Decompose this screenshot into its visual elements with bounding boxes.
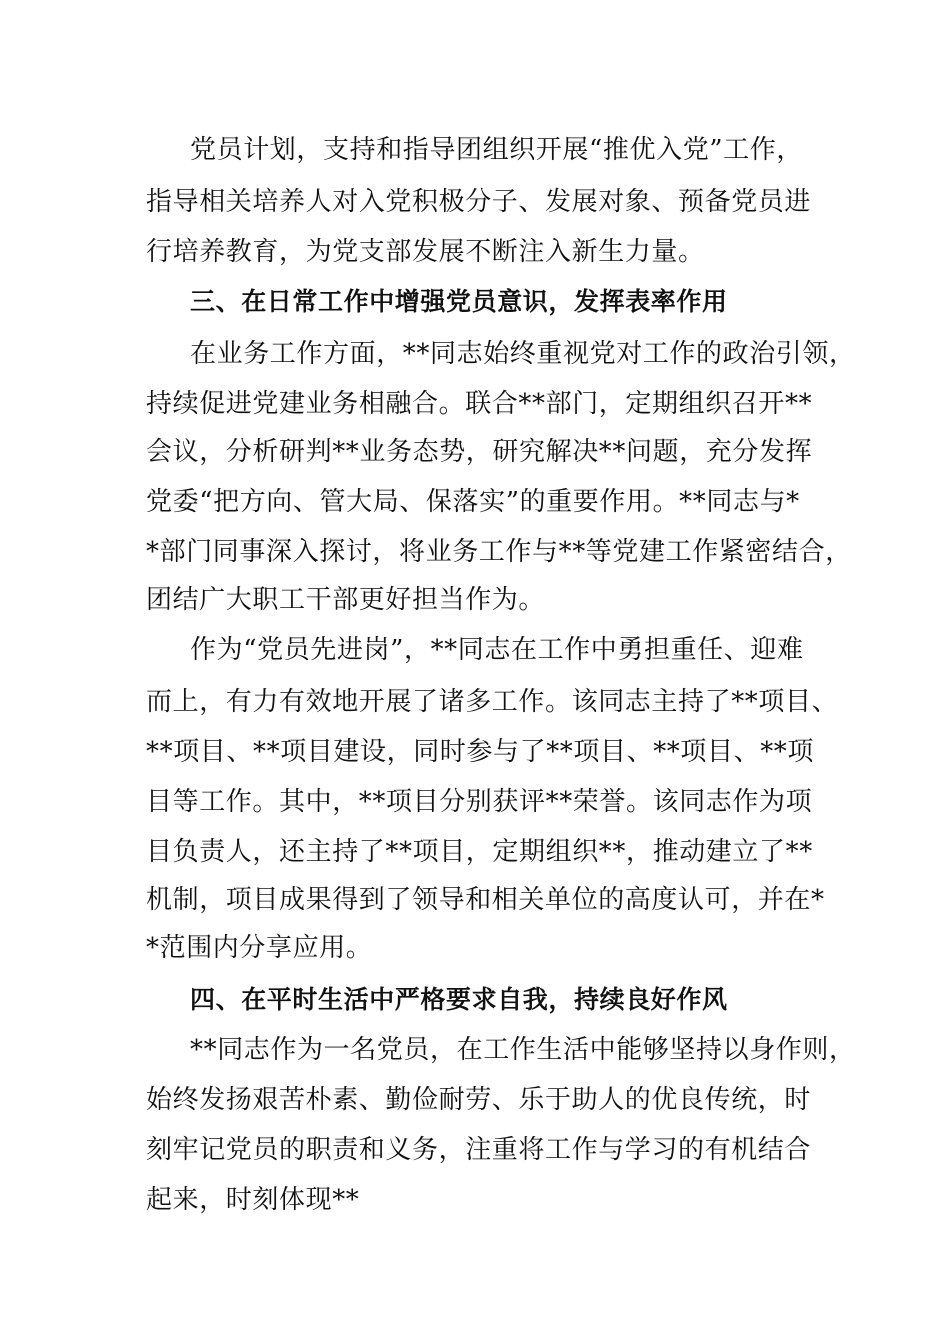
paragraph-line: 作为“党员先进岗”，**同志在工作中勇担重任、迎难	[190, 635, 804, 665]
paragraph-line: 党委“把方向、管大局、保落实”的重要作用。**同志与*	[146, 487, 800, 517]
paragraph-line: 刻牢记党员的职责和义务，注重将工作与学习的有机结合	[146, 1135, 812, 1165]
paragraph-line: 会议，分析研判**业务态势，研究解决**问题，充分发挥	[146, 437, 813, 467]
paragraph-line: 起来，时刻体现**	[146, 1185, 360, 1215]
paragraph-line: **同志作为一名党员，在工作生活中能够坚持以身作则，	[190, 1035, 856, 1065]
paragraph-line: 目等工作。其中，**项目分别获评**荣誉。该同志作为项	[146, 787, 813, 817]
paragraph-line: *范围内分享应用。	[146, 933, 373, 963]
section-heading-4: 四、在平时生活中严格要求自我，持续良好作风	[190, 985, 728, 1014]
paragraph-line: 目负责人，还主持了**项目，定期组织**，推动建立了**	[146, 837, 813, 867]
paragraph-line: 始终发扬艰苦朴素、勤俭耐劳、乐于助人的优良传统，时	[146, 1085, 812, 1115]
paragraph-line: **项目、**项目建设，同时参与了**项目、**项目、**项	[146, 737, 815, 767]
paragraph-line: 机制，项目成果得到了领导和相关单位的高度认可，并在*	[146, 885, 825, 915]
paragraph-line: 指导相关培养人对入党积极分子、发展对象、预备党员进	[146, 187, 812, 217]
paragraph-line: 党员计划，支持和指导团组织开展“推优入党”工作，	[190, 135, 803, 165]
paragraph-line: *部门同事深入探讨，将业务工作与**等党建工作紧密结合，	[146, 537, 852, 567]
paragraph-line: 团结广大职工干部更好担当作为。	[146, 585, 546, 615]
paragraph-line: 行培养教育，为党支部发展不断注入新生力量。	[146, 237, 705, 267]
paragraph-line: 在业务工作方面，**同志始终重视党对工作的政治引领，	[190, 339, 856, 369]
paragraph-line: 而上，有力有效地开展了诸多工作。该同志主持了**项目、	[146, 687, 839, 717]
section-heading-3: 三、在日常工作中增强党员意识，发挥表率作用	[190, 287, 728, 316]
paragraph-line: 持续促进党建业务相融合。联合**部门，定期组织召开**	[146, 389, 813, 419]
